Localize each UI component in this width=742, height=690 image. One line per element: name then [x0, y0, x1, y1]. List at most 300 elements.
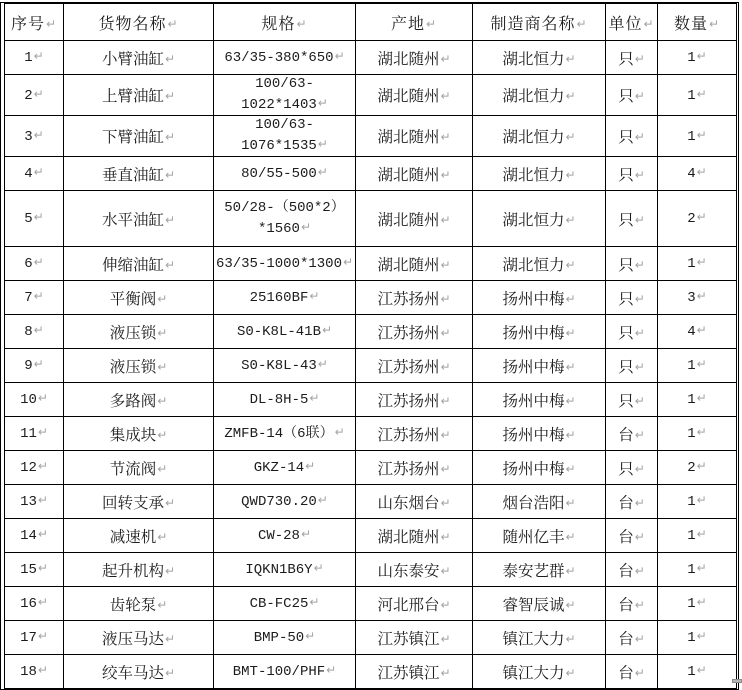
cell-unit[interactable]: [606, 157, 658, 191]
cell-goods-name[interactable]: [64, 75, 214, 116]
cell-spec[interactable]: [214, 383, 356, 417]
cell-goods-name[interactable]: [64, 116, 214, 157]
cell-no[interactable]: [5, 655, 64, 689]
cell-origin[interactable]: [356, 247, 473, 281]
cell-manufacturer[interactable]: [473, 383, 606, 417]
end-of-cell-marker: ↵: [440, 495, 451, 510]
cell-unit[interactable]: [606, 655, 658, 689]
cell-spec[interactable]: [214, 116, 356, 157]
spec-text: 80/55-500: [241, 166, 317, 182]
cell-origin[interactable]: [356, 451, 473, 485]
cell-qty[interactable]: [658, 191, 737, 247]
end-of-cell-marker: ↵: [33, 289, 44, 303]
unit-text: 台: [618, 630, 634, 648]
cell-spec[interactable]: [214, 519, 356, 553]
spec-text: S0-K8L-41B: [236, 324, 321, 340]
spec-lines: [214, 661, 355, 682]
unit-text: 只: [618, 358, 634, 376]
row-number-text: 4: [24, 166, 33, 182]
end-of-cell-marker: ↵: [309, 391, 320, 405]
qty-text: 1: [687, 426, 696, 442]
cell-manufacturer[interactable]: [473, 451, 606, 485]
cell-qty[interactable]: [658, 247, 737, 281]
cell-goods-name[interactable]: [64, 315, 214, 349]
end-of-cell-marker: ↵: [440, 89, 451, 103]
qty-text: 1: [687, 562, 696, 578]
spec-lines: [214, 355, 355, 376]
cell-no[interactable]: [5, 75, 64, 116]
origin-text: 湖北随州: [377, 256, 440, 274]
cell-spec[interactable]: [214, 587, 356, 621]
manufacturer-text: 扬州中梅: [502, 460, 565, 478]
cell-qty[interactable]: [658, 519, 737, 553]
header-cell-qty[interactable]: [658, 4, 737, 41]
cell-manufacturer[interactable]: [473, 485, 606, 519]
qty-text: 1: [687, 528, 696, 544]
table-body: [5, 41, 737, 689]
header-cell-spec[interactable]: [214, 4, 356, 41]
header-cell-no[interactable]: [5, 4, 64, 41]
goods-name-text: 小臂油缸: [101, 50, 164, 68]
end-of-cell-marker: ↵: [696, 391, 707, 405]
end-of-cell-marker: ↵: [37, 391, 48, 405]
goods-name-text: 减速机: [109, 528, 157, 546]
header-cell-origin[interactable]: [356, 4, 473, 41]
cell-origin[interactable]: [356, 383, 473, 417]
cell-goods-name[interactable]: [64, 587, 214, 621]
cell-manufacturer[interactable]: [473, 315, 606, 349]
end-of-cell-marker: ↵: [565, 461, 576, 476]
unit-text: 台: [618, 494, 634, 512]
cell-origin[interactable]: [356, 191, 473, 247]
end-of-cell-marker: ↵: [164, 130, 176, 144]
cell-spec[interactable]: [214, 191, 356, 247]
table-row: [5, 621, 737, 655]
cell-goods-name[interactable]: [64, 621, 214, 655]
origin-text: 河北邢台: [377, 596, 440, 614]
manufacturer-text: 湖北恒力: [502, 88, 565, 105]
end-of-cell-marker: ↵: [37, 629, 48, 643]
cell-goods-name[interactable]: [64, 519, 214, 553]
end-of-cell-marker: ↵: [440, 359, 451, 374]
cell-no[interactable]: [5, 349, 64, 383]
cell-qty[interactable]: [658, 349, 737, 383]
cell-unit[interactable]: [606, 621, 658, 655]
document-table-region: [0, 2, 739, 690]
cell-manufacturer[interactable]: [473, 191, 606, 247]
end-of-cell-marker: ↵: [696, 527, 707, 541]
cell-origin[interactable]: [356, 587, 473, 621]
cell-goods-name[interactable]: [64, 655, 214, 689]
cell-unit[interactable]: [606, 315, 658, 349]
cell-no[interactable]: [5, 553, 64, 587]
end-of-cell-marker: ↵: [309, 289, 320, 303]
table-header: [5, 4, 737, 41]
goods-name-text: 液压马达: [101, 630, 164, 648]
end-of-cell-marker: ↵: [565, 212, 576, 227]
cell-qty[interactable]: [658, 621, 737, 655]
cell-no[interactable]: [5, 41, 64, 75]
end-of-cell-marker: ↵: [157, 325, 168, 340]
end-of-cell-marker: ↵: [440, 51, 451, 66]
cell-unit[interactable]: [606, 417, 658, 451]
cell-goods-name[interactable]: [64, 349, 214, 383]
end-of-cell-marker: ↵: [696, 86, 707, 101]
cell-no[interactable]: [5, 281, 64, 315]
end-of-cell-marker: ↵: [440, 212, 451, 227]
manufacturer-text: 湖北恒力: [502, 129, 565, 146]
goods-name-text: 起升机构: [101, 562, 164, 580]
spec-text: GKZ-14: [253, 460, 305, 476]
row-number-text: 7: [24, 290, 33, 306]
end-of-cell-marker: ↵: [696, 289, 707, 303]
cell-manufacturer[interactable]: [473, 587, 606, 621]
goods-name-text: 齿轮泵: [109, 596, 157, 614]
row-number-text: 1: [24, 50, 33, 66]
cell-origin[interactable]: [356, 519, 473, 553]
cell-spec[interactable]: [214, 349, 356, 383]
spec-text: 25160BF: [249, 290, 309, 306]
end-of-cell-marker: ↵: [33, 165, 44, 179]
table-row: [5, 116, 737, 157]
end-of-cell-marker: ↵: [696, 323, 707, 337]
end-of-cell-marker: ↵: [164, 631, 176, 646]
manufacturer-text: 镇江大力: [502, 664, 565, 682]
row-number-text: 2: [24, 87, 33, 104]
spec-lines: [214, 163, 355, 184]
cell-goods-name[interactable]: [64, 41, 214, 75]
end-of-cell-marker: ↵: [334, 425, 345, 439]
cell-no[interactable]: [5, 587, 64, 621]
spec-text: BMT-100/PHF: [232, 664, 326, 680]
cell-no[interactable]: [5, 383, 64, 417]
manufacturer-text: 睿智辰诚: [502, 596, 565, 614]
cell-goods-name[interactable]: [64, 383, 214, 417]
cell-qty[interactable]: [658, 116, 737, 157]
cell-qty[interactable]: [658, 281, 737, 315]
origin-text: 江苏扬州: [377, 358, 440, 376]
cell-no[interactable]: [5, 247, 64, 281]
end-of-cell-marker: ↵: [317, 357, 328, 371]
table-row: [5, 417, 737, 451]
cell-spec[interactable]: [214, 485, 356, 519]
end-of-cell-marker: ↵: [300, 527, 312, 541]
cell-unit[interactable]: [606, 75, 658, 116]
unit-text: 只: [618, 290, 634, 308]
cell-origin[interactable]: [356, 349, 473, 383]
origin-text: 江苏扬州: [377, 324, 440, 342]
qty-text: 1: [687, 256, 696, 272]
cell-spec[interactable]: [214, 157, 356, 191]
manufacturer-text: 镇江大力: [502, 630, 565, 648]
end-of-cell-marker: ↵: [37, 527, 48, 541]
cell-qty[interactable]: [658, 587, 737, 621]
end-of-cell-marker: ↵: [634, 325, 645, 340]
end-of-cell-marker: ↵: [565, 597, 576, 612]
cell-qty[interactable]: [658, 315, 737, 349]
spec-text: ZMFB-14（6联）: [224, 426, 334, 442]
end-of-cell-marker: ↵: [696, 165, 707, 179]
end-of-cell-marker: ↵: [317, 96, 328, 110]
end-of-cell-marker: ↵: [33, 357, 44, 371]
cell-qty[interactable]: [658, 655, 737, 689]
table-resize-handle[interactable]: [732, 679, 742, 683]
cell-spec[interactable]: [214, 655, 356, 689]
cell-qty[interactable]: [658, 553, 737, 587]
manufacturer-text: 湖北恒力: [502, 166, 565, 184]
end-of-cell-marker: ↵: [565, 325, 576, 340]
end-of-cell-marker: ↵: [634, 359, 645, 374]
cell-origin[interactable]: [356, 485, 473, 519]
end-of-cell-marker: ↵: [565, 393, 576, 408]
cell-unit[interactable]: [606, 485, 658, 519]
qty-text: 2: [687, 460, 696, 476]
end-of-cell-marker: ↵: [440, 597, 451, 612]
end-of-cell-marker: ↵: [305, 629, 316, 643]
end-of-cell-marker: ↵: [696, 663, 707, 677]
manufacturer-text: 烟台浩阳: [502, 494, 565, 512]
row-number-text: 6: [24, 256, 33, 272]
end-of-cell-marker: ↵: [317, 493, 328, 507]
table-row: [5, 383, 737, 417]
end-of-cell-marker: ↵: [164, 665, 176, 680]
row-number-text: 3: [24, 128, 33, 145]
cell-origin[interactable]: [356, 41, 473, 75]
cell-goods-name[interactable]: [64, 417, 214, 451]
cell-origin[interactable]: [356, 75, 473, 116]
end-of-cell-marker: ↵: [305, 459, 316, 473]
end-of-cell-marker: ↵: [313, 561, 324, 575]
spec-lines: [214, 627, 355, 648]
cell-origin[interactable]: [356, 621, 473, 655]
cell-manufacturer[interactable]: [473, 349, 606, 383]
spec-text: *1560: [257, 220, 300, 237]
cell-unit[interactable]: [606, 383, 658, 417]
cell-no[interactable]: [5, 485, 64, 519]
end-of-cell-marker: ↵: [157, 291, 168, 306]
cell-origin[interactable]: [356, 116, 473, 157]
cell-qty[interactable]: [658, 41, 737, 75]
cell-unit[interactable]: [606, 349, 658, 383]
spec-text: 100/63-1022*1403: [241, 76, 317, 113]
end-of-cell-marker: ↵: [696, 561, 707, 575]
cell-goods-name[interactable]: [64, 281, 214, 315]
row-number-text: 12: [20, 460, 37, 476]
goods-name-text: 平衡阀: [109, 290, 157, 308]
end-of-cell-marker: ↵: [157, 427, 168, 442]
unit-text: 只: [618, 50, 634, 68]
cell-goods-name[interactable]: [64, 191, 214, 247]
cell-unit[interactable]: [606, 553, 658, 587]
cell-qty[interactable]: [658, 75, 737, 116]
qty-text: 1: [687, 128, 696, 145]
manufacturer-text: 湖北恒力: [502, 211, 565, 229]
cell-unit[interactable]: [606, 247, 658, 281]
cell-qty[interactable]: [658, 383, 737, 417]
cell-unit[interactable]: [606, 191, 658, 247]
cell-no[interactable]: [5, 519, 64, 553]
cell-manufacturer[interactable]: [473, 157, 606, 191]
end-of-cell-marker: ↵: [634, 495, 645, 510]
goods-table: [4, 3, 737, 689]
table-row: [5, 485, 737, 519]
row-number-text: 9: [24, 358, 33, 374]
cell-no[interactable]: [5, 191, 64, 247]
cell-no[interactable]: [5, 116, 64, 157]
manufacturer-text: 扬州中梅: [502, 392, 565, 410]
cell-unit[interactable]: [606, 451, 658, 485]
cell-manufacturer[interactable]: [473, 116, 606, 157]
cell-spec[interactable]: [214, 315, 356, 349]
goods-name-text: 下臂油缸: [101, 129, 164, 146]
end-of-cell-marker: ↵: [634, 212, 645, 227]
cell-spec[interactable]: [214, 281, 356, 315]
end-of-cell-marker: ↵: [696, 210, 707, 224]
header-cell-name[interactable]: [64, 4, 214, 41]
end-of-cell-marker: ↵: [440, 529, 451, 544]
end-of-cell-marker: ↵: [425, 16, 438, 31]
qty-text: 3: [687, 290, 696, 306]
row-number-text: 13: [20, 494, 37, 510]
cell-manufacturer[interactable]: [473, 519, 606, 553]
table-row: [5, 349, 737, 383]
goods-name-text: 上臂油缸: [101, 88, 164, 105]
cell-spec[interactable]: [214, 621, 356, 655]
cell-goods-name[interactable]: [64, 485, 214, 519]
cell-manufacturer[interactable]: [473, 247, 606, 281]
end-of-cell-marker: ↵: [696, 459, 707, 473]
cell-origin[interactable]: [356, 315, 473, 349]
end-of-cell-marker: ↵: [696, 357, 707, 371]
cell-goods-name[interactable]: [64, 247, 214, 281]
cell-unit[interactable]: [606, 519, 658, 553]
end-of-cell-marker: ↵: [565, 631, 576, 646]
cell-origin[interactable]: [356, 281, 473, 315]
goods-name-text: 绞车马达: [101, 664, 164, 682]
cell-origin[interactable]: [356, 655, 473, 689]
end-of-cell-marker: ↵: [317, 165, 328, 179]
end-of-cell-marker: ↵: [37, 425, 48, 439]
cell-origin[interactable]: [356, 417, 473, 451]
row-number-text: 5: [24, 211, 33, 227]
cell-spec[interactable]: [214, 553, 356, 587]
end-of-cell-marker: ↵: [565, 291, 576, 306]
cell-spec[interactable]: [214, 417, 356, 451]
cell-spec[interactable]: [214, 451, 356, 485]
cell-manufacturer[interactable]: [473, 41, 606, 75]
cell-no[interactable]: [5, 417, 64, 451]
spec-text: 63/35-380*650: [224, 50, 334, 66]
end-of-cell-marker: ↵: [317, 137, 328, 151]
spec-text: DL-8H-5: [249, 392, 309, 408]
end-of-cell-marker: ↵: [440, 665, 451, 680]
manufacturer-text: 扬州中梅: [502, 324, 565, 342]
spec-lines: [214, 389, 355, 410]
qty-text: 1: [687, 494, 696, 510]
cell-spec[interactable]: [214, 247, 356, 281]
end-of-cell-marker: ↵: [33, 323, 44, 337]
end-of-cell-marker: ↵: [565, 51, 576, 66]
unit-text: 只: [618, 88, 634, 105]
cell-unit[interactable]: [606, 116, 658, 157]
cell-manufacturer[interactable]: [473, 553, 606, 587]
table-row: [5, 553, 737, 587]
origin-text: 江苏扬州: [377, 392, 440, 410]
unit-text: 台: [618, 426, 634, 444]
cell-manufacturer[interactable]: [473, 655, 606, 689]
qty-text: 1: [687, 392, 696, 408]
cell-unit[interactable]: [606, 281, 658, 315]
manufacturer-text: 湖北恒力: [502, 256, 565, 274]
end-of-cell-marker: ↵: [296, 16, 308, 31]
cell-manufacturer[interactable]: [473, 281, 606, 315]
cell-origin[interactable]: [356, 553, 473, 587]
table-row: [5, 451, 737, 485]
origin-text: 湖北随州: [377, 50, 440, 68]
cell-goods-name[interactable]: [64, 553, 214, 587]
cell-no[interactable]: [5, 315, 64, 349]
end-of-cell-marker: ↵: [164, 212, 176, 227]
manufacturer-text: 扬州中梅: [502, 358, 565, 376]
end-of-cell-marker: ↵: [440, 325, 451, 340]
end-of-cell-marker: ↵: [167, 16, 179, 31]
end-of-cell-marker: ↵: [643, 16, 655, 31]
manufacturer-text: 扬州中梅: [502, 290, 565, 308]
cell-no[interactable]: [5, 621, 64, 655]
cell-manufacturer[interactable]: [473, 417, 606, 451]
table-row: [5, 315, 737, 349]
end-of-cell-marker: ↵: [634, 167, 645, 182]
cell-origin[interactable]: [356, 157, 473, 191]
cell-no[interactable]: [5, 157, 64, 191]
cell-qty[interactable]: [658, 485, 737, 519]
cell-qty[interactable]: [658, 451, 737, 485]
origin-text: 山东泰安: [377, 562, 440, 580]
cell-qty[interactable]: [658, 417, 737, 451]
spec-lines: [214, 75, 355, 115]
header-text: 数量: [673, 15, 708, 33]
cell-spec[interactable]: [214, 41, 356, 75]
cell-goods-name[interactable]: [64, 157, 214, 191]
cell-unit[interactable]: [606, 587, 658, 621]
cell-manufacturer[interactable]: [473, 621, 606, 655]
cell-manufacturer[interactable]: [473, 75, 606, 116]
origin-text: 江苏扬州: [377, 290, 440, 308]
end-of-cell-marker: ↵: [634, 291, 645, 306]
cell-qty[interactable]: [658, 157, 737, 191]
cell-no[interactable]: [5, 451, 64, 485]
header-cell-unit[interactable]: [606, 4, 658, 41]
origin-text: 湖北随州: [377, 88, 440, 105]
unit-text: 台: [618, 562, 634, 580]
qty-text: 1: [687, 50, 696, 66]
row-number-text: 18: [20, 664, 37, 680]
end-of-cell-marker: ↵: [565, 427, 576, 442]
cell-unit[interactable]: [606, 41, 658, 75]
end-of-cell-marker: ↵: [157, 393, 168, 408]
end-of-cell-marker: ↵: [440, 631, 451, 646]
cell-goods-name[interactable]: [64, 451, 214, 485]
end-of-cell-marker: ↵: [164, 51, 176, 66]
unit-text: 台: [618, 664, 634, 682]
header-text: 单位: [608, 15, 643, 33]
end-of-cell-marker: ↵: [565, 563, 576, 578]
cell-spec[interactable]: [214, 75, 356, 116]
end-of-cell-marker: ↵: [634, 529, 645, 544]
spec-text: IQKN1B6Y: [245, 562, 313, 578]
spec-lines: [214, 423, 355, 444]
header-cell-manufacturer[interactable]: [473, 4, 606, 41]
